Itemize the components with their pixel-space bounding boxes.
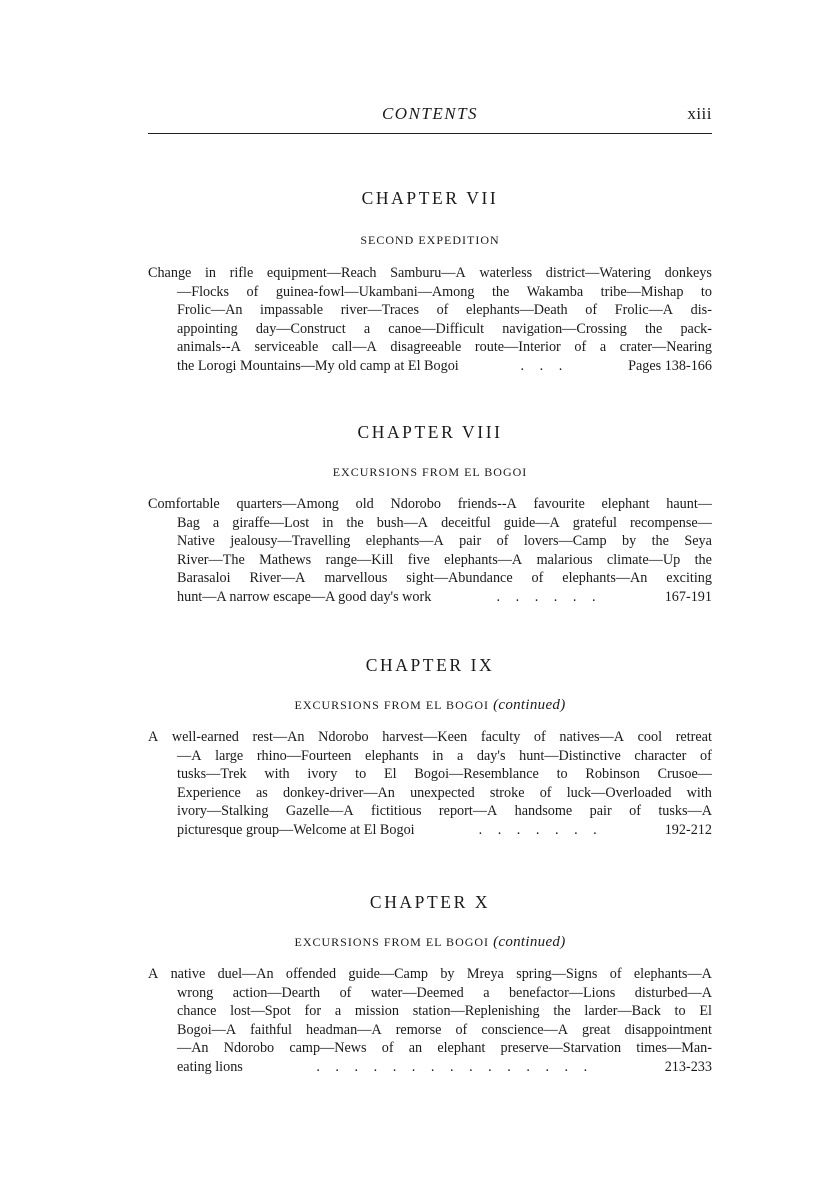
- chapter-subheading: SECOND EXPEDITION: [360, 233, 500, 247]
- word: Robinson: [585, 766, 640, 783]
- summary-line: [148, 495, 712, 514]
- word: for: [304, 1003, 322, 1020]
- summary-line: [148, 728, 712, 747]
- word: rhino—Fourteen: [256, 747, 352, 764]
- word: of: [585, 302, 598, 319]
- summary-line: [148, 1021, 712, 1040]
- summary-line-text: picturesque group—Welcome at El Bogoi: [177, 821, 415, 838]
- summary-line: [148, 1039, 712, 1058]
- word: chance: [177, 1003, 217, 1020]
- chapter-vii: [148, 186, 712, 376]
- word: rifle: [229, 265, 254, 281]
- summary-last-line: [148, 1058, 712, 1077]
- word: larder—Back: [584, 1003, 661, 1020]
- word: Mreya: [466, 966, 504, 982]
- word: cool: [637, 729, 663, 745]
- word: stroke: [489, 784, 525, 801]
- word: a: [599, 339, 607, 356]
- word: elephants—A: [365, 533, 444, 550]
- word: handsome: [514, 803, 573, 820]
- word: times—Man-: [636, 1040, 712, 1057]
- word: to: [556, 766, 568, 783]
- chapter-subheading: [148, 933, 712, 951]
- running-title: CONTENTS: [381, 104, 479, 123]
- word: Comfortable: [148, 496, 220, 512]
- summary-line-text: eating lions: [177, 1058, 243, 1075]
- page-range: 192-212: [664, 821, 712, 838]
- word: canoe—Difficult: [388, 320, 485, 337]
- word: guinea-fowl—Ukambani—Among: [275, 283, 475, 300]
- word: climate—Up: [606, 551, 681, 568]
- word: Experience: [177, 784, 241, 801]
- word: camp—News: [289, 1040, 367, 1057]
- word: of: [533, 729, 546, 745]
- word: of: [574, 339, 587, 356]
- word: serviceable: [254, 339, 319, 356]
- chapter-x: [148, 890, 712, 1077]
- word: Ndorobo: [318, 729, 369, 745]
- chapter-summary: [148, 495, 712, 607]
- word: of: [700, 747, 712, 764]
- word: River—A: [249, 570, 306, 587]
- summary-line: [148, 747, 712, 766]
- word: river—Traces: [340, 302, 419, 319]
- word: —A: [177, 747, 202, 764]
- word: guide—A: [503, 514, 560, 531]
- word: with: [264, 766, 290, 783]
- page-range: 167-191: [664, 588, 712, 605]
- word: as: [255, 784, 268, 801]
- word: lovers—Camp: [523, 533, 607, 550]
- word: disagreeable: [390, 339, 462, 356]
- word: dis-: [690, 302, 712, 319]
- word: grateful: [572, 514, 617, 531]
- summary-line: [148, 514, 712, 533]
- word: deceitful: [441, 514, 491, 531]
- chapter-heading: CHAPTER VIII: [357, 422, 503, 442]
- chapter-summary: [148, 965, 712, 1077]
- chapter-heading: CHAPTER X: [369, 892, 491, 912]
- word: a: [212, 514, 220, 531]
- chapter-summary: [148, 264, 712, 376]
- summary-line: [148, 802, 712, 821]
- word: lost—Spot: [230, 1003, 291, 1020]
- chapter-subheading: EXCURSIONS FROM EL BOGOI: [332, 465, 528, 479]
- word: impassable: [260, 302, 324, 319]
- page-range: 213-233: [664, 1058, 712, 1075]
- word: Mathews: [259, 551, 312, 568]
- word: preserve—Starvation: [500, 1040, 622, 1057]
- running-header: [148, 104, 712, 128]
- word: faculty: [480, 729, 521, 745]
- word: to: [674, 1003, 686, 1020]
- word: of: [436, 302, 449, 319]
- word: elephants: [365, 747, 419, 764]
- word: Bogoi—Resemblance: [414, 766, 539, 783]
- word: sight—Abundance: [406, 570, 513, 587]
- word: appointing: [177, 320, 238, 337]
- word: call—A: [331, 339, 377, 356]
- word: Bag: [177, 514, 200, 531]
- word: unexpected: [410, 784, 475, 801]
- word: faithful: [250, 1021, 292, 1038]
- summary-line: [148, 784, 712, 803]
- word: tribe—Mishap: [600, 283, 684, 300]
- word: —Flocks: [177, 283, 230, 300]
- word: Ndorobo: [390, 496, 441, 512]
- word: day—Construct: [255, 320, 346, 337]
- word: tusks—Trek: [177, 766, 247, 783]
- summary-last-line: [148, 357, 712, 376]
- word: with: [686, 784, 712, 801]
- summary-line: [148, 283, 712, 302]
- word: a: [363, 320, 371, 337]
- subheading-continued: (continued): [493, 697, 566, 713]
- word: exciting: [666, 570, 712, 587]
- word: hunt—Distinctive: [519, 747, 621, 764]
- word: five: [407, 551, 430, 568]
- word: River—The: [177, 551, 245, 568]
- word: mission: [354, 1003, 399, 1020]
- word: elephants—A: [444, 551, 523, 568]
- word: elephant: [437, 1040, 486, 1057]
- word: elephants—A: [633, 966, 712, 982]
- word: Gazelle—A: [285, 803, 354, 820]
- summary-last-line: [148, 821, 712, 840]
- word: offended: [285, 966, 337, 982]
- word: bush—A: [376, 514, 429, 531]
- word: Samburu—A: [390, 265, 466, 281]
- word: luck—Overloaded: [566, 784, 672, 801]
- word: benefactor—Lions: [508, 984, 616, 1001]
- word: wrong: [177, 984, 214, 1001]
- word: Bogoi—A: [177, 1021, 237, 1038]
- word: the: [491, 283, 510, 300]
- word: conscience—A: [481, 1021, 568, 1038]
- summary-line: [148, 984, 712, 1003]
- word: to: [700, 283, 712, 300]
- word: friends--A: [457, 496, 517, 512]
- summary-line: [148, 569, 712, 588]
- word: duel—An: [217, 966, 274, 982]
- chapter-summary: [148, 728, 712, 840]
- word: equipment—Reach: [266, 265, 377, 281]
- word: the: [553, 1003, 571, 1020]
- word: spring—Signs: [516, 966, 598, 982]
- word: harvest—Keen: [382, 729, 468, 745]
- chapter-ix: [148, 653, 712, 840]
- word: a: [483, 984, 490, 1001]
- word: rest—An: [252, 729, 305, 745]
- summary-line: [148, 320, 712, 339]
- word: remorse: [395, 1021, 442, 1038]
- chapter-subheading: [148, 696, 712, 714]
- word: A: [148, 966, 159, 982]
- word: water—Deemed: [370, 984, 464, 1001]
- summary-last-line: [148, 588, 712, 607]
- word: pair: [459, 533, 482, 550]
- word: disturbed—A: [634, 984, 712, 1001]
- word: fictitious: [371, 803, 422, 820]
- dot-leader: . . . . . .: [496, 588, 596, 605]
- subheading-text: EXCURSIONS FROM EL BOGOI: [294, 698, 490, 712]
- word: day's: [476, 747, 506, 764]
- summary-line: [148, 1002, 712, 1021]
- word: native: [170, 966, 206, 982]
- word: Frolic—A: [614, 302, 674, 319]
- word: Ndorobo: [223, 1040, 275, 1057]
- word: malarious: [536, 551, 593, 568]
- page-number: xiii: [687, 104, 712, 123]
- word: donkeys: [664, 265, 712, 281]
- subheading-continued: (continued): [493, 934, 566, 950]
- chapter-viii: [148, 420, 712, 607]
- word: of: [246, 283, 259, 300]
- summary-line-text: hunt—A narrow escape—A good day's work: [177, 588, 432, 605]
- word: A: [148, 729, 159, 745]
- word: animals--A: [177, 339, 241, 356]
- word: Change: [148, 265, 192, 281]
- word: giraffe—Lost: [232, 514, 310, 531]
- chapter-heading: CHAPTER VII: [361, 188, 499, 208]
- word: disappointment: [624, 1021, 712, 1038]
- page-range: Pages 138-166: [628, 357, 712, 374]
- word: pack-: [680, 320, 712, 337]
- word: pair: [589, 803, 612, 820]
- summary-line: [148, 965, 712, 984]
- word: district—Watering: [545, 265, 652, 281]
- subheading-text: EXCURSIONS FROM EL BOGOI: [294, 935, 490, 949]
- word: —An: [177, 1040, 209, 1057]
- word: the: [694, 551, 712, 568]
- word: character: [634, 747, 687, 764]
- header-rule: [148, 133, 712, 134]
- word: guide—Camp: [348, 966, 428, 982]
- word: a: [334, 1003, 342, 1020]
- chapter-heading: CHAPTER IX: [365, 655, 495, 675]
- word: quarters—Among: [236, 496, 339, 512]
- dot-leader: . . . . . . . . . . . . . . .: [316, 1058, 588, 1075]
- word: elephants—Death: [466, 302, 568, 319]
- word: of: [531, 570, 544, 587]
- word: large: [215, 747, 244, 764]
- word: of: [339, 984, 352, 1001]
- word: range—Kill: [325, 551, 394, 568]
- word: to: [355, 766, 367, 783]
- word: an: [408, 1040, 423, 1057]
- word: Crusoe—: [657, 766, 712, 783]
- word: navigation—Crossing: [502, 320, 627, 337]
- word: Barasaloi: [177, 570, 231, 587]
- word: report—A: [438, 803, 498, 820]
- dot-leader: . . .: [520, 357, 563, 374]
- word: marvellous: [324, 570, 388, 587]
- word: Frolic—An: [177, 302, 243, 319]
- word: by: [621, 533, 637, 550]
- summary-line: [148, 551, 712, 570]
- summary-line: [148, 532, 712, 551]
- word: of: [609, 966, 622, 982]
- word: of: [539, 784, 552, 801]
- word: waterless: [479, 265, 533, 281]
- word: of: [455, 1021, 468, 1038]
- word: jealousy—Travelling: [230, 533, 351, 550]
- word: elephant: [601, 496, 650, 512]
- word: headman—A: [305, 1021, 382, 1038]
- word: in: [322, 514, 334, 531]
- word: by: [440, 966, 455, 982]
- word: donkey-driver—An: [282, 784, 395, 801]
- word: Wakamba: [526, 283, 584, 300]
- word: station—Replenishing: [412, 1003, 540, 1020]
- word: old: [355, 496, 374, 512]
- word: of: [629, 803, 641, 820]
- word: action—Dearth: [232, 984, 321, 1001]
- word: a: [456, 747, 464, 764]
- word: well-earned: [171, 729, 239, 745]
- word: recompense—: [629, 514, 712, 531]
- word: El: [383, 766, 397, 783]
- summary-line: [148, 264, 712, 283]
- word: in: [204, 265, 217, 281]
- word: in: [432, 747, 444, 764]
- word: natives—A: [559, 729, 624, 745]
- dot-leader: . . . . . . .: [478, 821, 597, 838]
- word: the: [651, 533, 669, 550]
- word: the: [346, 514, 364, 531]
- word: of: [381, 1040, 394, 1057]
- word: the: [644, 320, 663, 337]
- summary-line-text: the Lorogi Mountains—My old camp at El Bogoi: [177, 357, 459, 374]
- word: great: [582, 1021, 611, 1038]
- word: retreat: [675, 729, 712, 745]
- word: Native: [177, 533, 215, 550]
- word: of: [496, 533, 509, 550]
- word: tusks—A: [658, 803, 712, 820]
- summary-line: [148, 301, 712, 320]
- word: route—Interior: [474, 339, 561, 356]
- word: ivory: [307, 766, 338, 783]
- word: crater—Nearing: [619, 339, 712, 356]
- summary-line: [148, 765, 712, 784]
- word: favourite: [533, 496, 585, 512]
- word: haunt—: [666, 496, 712, 512]
- word: elephants—An: [562, 570, 648, 587]
- word: El: [699, 1003, 712, 1020]
- summary-line: [148, 338, 712, 357]
- word: Seya: [684, 533, 712, 550]
- word: ivory—Stalking: [177, 803, 269, 820]
